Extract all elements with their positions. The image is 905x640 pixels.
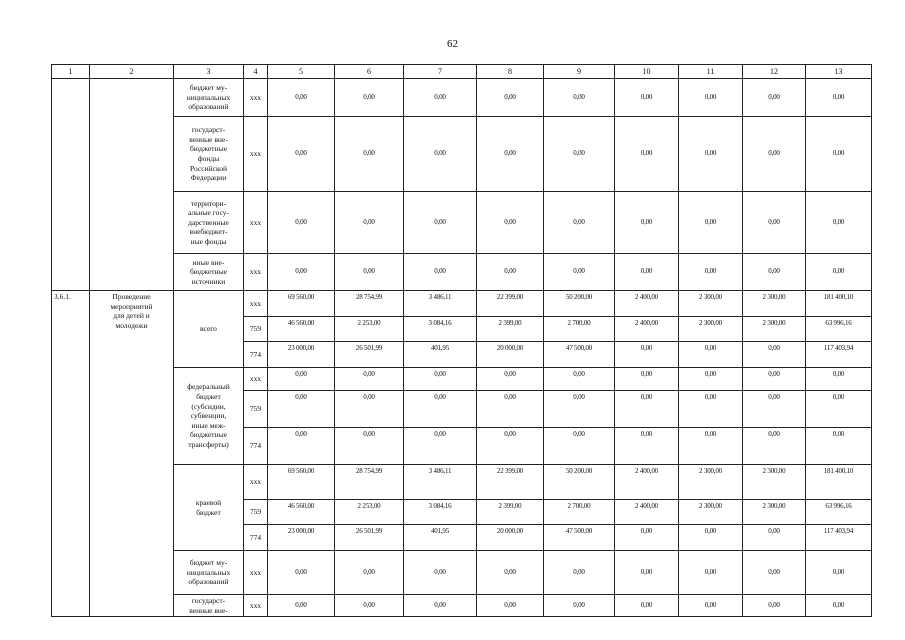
- value-cell: 0,00: [477, 595, 544, 617]
- value-cell: 181 400,10: [806, 465, 872, 500]
- column-header: 8: [477, 65, 544, 79]
- value-cell: 0,00: [544, 254, 615, 291]
- value-cell: 2 399,00: [477, 500, 544, 525]
- value-cell: 0,00: [806, 79, 872, 117]
- value-cell: 63 996,16: [806, 500, 872, 525]
- value-cell: 0,00: [404, 254, 477, 291]
- value-cell: 0,00: [404, 551, 477, 595]
- value-cell: 0,00: [404, 192, 477, 254]
- column-header: 10: [615, 65, 679, 79]
- item-code-cell: 3.6.1.: [52, 291, 90, 617]
- column-header: 9: [544, 65, 615, 79]
- value-cell: 2 253,00: [335, 500, 404, 525]
- value-cell: 0,00: [806, 368, 872, 391]
- value-cell: 0,00: [404, 391, 477, 428]
- budget-code-cell: ххх: [244, 368, 268, 391]
- value-cell: 23 000,00: [268, 342, 335, 368]
- value-cell: 0,00: [404, 428, 477, 465]
- table-row: [52, 192, 872, 254]
- value-cell: 0,00: [615, 368, 679, 391]
- value-cell: 2 400,00: [615, 500, 679, 525]
- value-cell: 0,00: [544, 368, 615, 391]
- value-cell: 0,00: [743, 391, 806, 428]
- value-cell: 0,00: [268, 391, 335, 428]
- page-number: 62: [447, 38, 458, 50]
- value-cell: 0,00: [743, 551, 806, 595]
- value-cell: 0,00: [335, 79, 404, 117]
- value-cell: 20 000,00: [477, 525, 544, 551]
- value-cell: 0,00: [679, 79, 743, 117]
- value-cell: 0,00: [404, 79, 477, 117]
- value-cell: 2 400,00: [615, 291, 679, 317]
- value-cell: 2 300,00: [679, 291, 743, 317]
- value-cell: 0,00: [268, 254, 335, 291]
- column-header: 11: [679, 65, 743, 79]
- value-cell: 0,00: [806, 551, 872, 595]
- funding-source-cell: бюджет му- ниципальных образований: [174, 79, 244, 117]
- budget-code-cell: ххх: [244, 291, 268, 317]
- value-cell: 2 300,00: [679, 465, 743, 500]
- value-cell: 0,00: [615, 391, 679, 428]
- value-cell: 0,00: [743, 192, 806, 254]
- value-cell: 0,00: [335, 117, 404, 192]
- budget-code-cell: 774: [244, 428, 268, 465]
- column-header: 7: [404, 65, 477, 79]
- funding-source-cell: бюджет му- ниципальных образований: [174, 551, 244, 595]
- value-cell: 0,00: [806, 254, 872, 291]
- value-cell: 0,00: [477, 551, 544, 595]
- value-cell: 0,00: [806, 391, 872, 428]
- funding-source-cell: краевой бюджет: [174, 465, 244, 551]
- value-cell: 0,00: [268, 595, 335, 617]
- value-cell: 28 754,99: [335, 291, 404, 317]
- value-cell: 0,00: [615, 254, 679, 291]
- value-cell: 0,00: [615, 342, 679, 368]
- value-cell: 2 300,00: [743, 500, 806, 525]
- value-cell: 117 403,94: [806, 342, 872, 368]
- budget-code-cell: 774: [244, 342, 268, 368]
- value-cell: 0,00: [544, 595, 615, 617]
- value-cell: 0,00: [743, 79, 806, 117]
- value-cell: 3 084,16: [404, 317, 477, 342]
- value-cell: 0,00: [544, 192, 615, 254]
- value-cell: 0,00: [743, 117, 806, 192]
- value-cell: 2 700,00: [544, 317, 615, 342]
- column-header: 2: [90, 65, 174, 79]
- value-cell: 0,00: [806, 595, 872, 617]
- value-cell: 3 486,11: [404, 291, 477, 317]
- value-cell: 0,00: [743, 254, 806, 291]
- value-cell: 0,00: [743, 525, 806, 551]
- value-cell: 28 754,99: [335, 465, 404, 500]
- table-row: [52, 595, 872, 617]
- funding-source-cell: государст- венные вне-: [174, 595, 244, 617]
- column-header: 13: [806, 65, 872, 79]
- value-cell: 0,00: [335, 254, 404, 291]
- value-cell: 117 403,94: [806, 525, 872, 551]
- value-cell: 0,00: [404, 117, 477, 192]
- value-cell: 0,00: [335, 428, 404, 465]
- value-cell: 0,00: [679, 391, 743, 428]
- budget-code-cell: 759: [244, 391, 268, 428]
- value-cell: 2 300,00: [679, 317, 743, 342]
- value-cell: 401,95: [404, 525, 477, 551]
- column-header: 6: [335, 65, 404, 79]
- value-cell: 0,00: [268, 117, 335, 192]
- value-cell: 3 084,16: [404, 500, 477, 525]
- budget-table: [51, 64, 872, 617]
- budget-code-cell: ххх: [244, 192, 268, 254]
- budget-code-cell: 759: [244, 317, 268, 342]
- table-row: [52, 254, 872, 291]
- value-cell: 0,00: [743, 595, 806, 617]
- budget-code-cell: 774: [244, 525, 268, 551]
- budget-code-cell: ххх: [244, 79, 268, 117]
- value-cell: 50 200,00: [544, 291, 615, 317]
- column-header: 5: [268, 65, 335, 79]
- funding-source-cell: всего: [174, 291, 244, 368]
- value-cell: 22 399,00: [477, 291, 544, 317]
- value-cell: 0,00: [806, 117, 872, 192]
- value-cell: 0,00: [477, 391, 544, 428]
- table-row: [52, 79, 872, 117]
- value-cell: 0,00: [679, 117, 743, 192]
- budget-code-cell: ххх: [244, 254, 268, 291]
- value-cell: 0,00: [404, 368, 477, 391]
- value-cell: 0,00: [268, 368, 335, 391]
- value-cell: 0,00: [679, 368, 743, 391]
- value-cell: 2 400,00: [615, 465, 679, 500]
- value-cell: 0,00: [743, 342, 806, 368]
- value-cell: 401,95: [404, 342, 477, 368]
- value-cell: 2 700,00: [544, 500, 615, 525]
- value-cell: 0,00: [679, 254, 743, 291]
- value-cell: 2 399,00: [477, 317, 544, 342]
- value-cell: 22 399,00: [477, 465, 544, 500]
- value-cell: 0,00: [404, 595, 477, 617]
- item-code-cell: [52, 79, 90, 291]
- value-cell: 47 500,00: [544, 342, 615, 368]
- table-row: [52, 291, 872, 317]
- value-cell: 0,00: [268, 192, 335, 254]
- budget-code-cell: ххх: [244, 551, 268, 595]
- value-cell: 0,00: [806, 428, 872, 465]
- value-cell: 0,00: [477, 254, 544, 291]
- value-cell: 0,00: [544, 79, 615, 117]
- value-cell: 0,00: [335, 595, 404, 617]
- value-cell: 0,00: [268, 551, 335, 595]
- value-cell: 0,00: [268, 79, 335, 117]
- value-cell: 0,00: [477, 368, 544, 391]
- table-row: [52, 368, 872, 391]
- value-cell: 2 400,00: [615, 317, 679, 342]
- value-cell: 0,00: [679, 192, 743, 254]
- column-header: 3: [174, 65, 244, 79]
- value-cell: 3 486,11: [404, 465, 477, 500]
- funding-source-cell: государст- венные вне- бюджетные фонды Российской Федерации: [174, 117, 244, 192]
- funding-source-cell: иные вне- бюджетные источники: [174, 254, 244, 291]
- value-cell: 20 000,00: [477, 342, 544, 368]
- column-header: 1: [52, 65, 90, 79]
- budget-code-cell: ххх: [244, 595, 268, 617]
- value-cell: 0,00: [679, 595, 743, 617]
- value-cell: 0,00: [806, 192, 872, 254]
- value-cell: 0,00: [615, 525, 679, 551]
- value-cell: 181 400,10: [806, 291, 872, 317]
- value-cell: 23 000,00: [268, 525, 335, 551]
- table-row: [52, 117, 872, 192]
- value-cell: 0,00: [268, 428, 335, 465]
- value-cell: 0,00: [477, 117, 544, 192]
- value-cell: 0,00: [615, 117, 679, 192]
- value-cell: 69 560,00: [268, 291, 335, 317]
- value-cell: 0,00: [335, 551, 404, 595]
- column-header: 4: [244, 65, 268, 79]
- value-cell: 0,00: [335, 192, 404, 254]
- value-cell: 0,00: [477, 428, 544, 465]
- value-cell: 0,00: [615, 192, 679, 254]
- value-cell: 0,00: [679, 525, 743, 551]
- value-cell: 0,00: [679, 551, 743, 595]
- table-row: [52, 551, 872, 595]
- value-cell: 46 560,00: [268, 500, 335, 525]
- value-cell: 2 300,00: [743, 465, 806, 500]
- budget-code-cell: 759: [244, 500, 268, 525]
- funding-source-cell: территори- альные госу- дарственные внебюджет- ные фонды: [174, 192, 244, 254]
- budget-code-cell: ххх: [244, 117, 268, 192]
- value-cell: 0,00: [544, 117, 615, 192]
- value-cell: 0,00: [477, 192, 544, 254]
- value-cell: 46 560,00: [268, 317, 335, 342]
- value-cell: 0,00: [544, 551, 615, 595]
- value-cell: 0,00: [743, 368, 806, 391]
- funding-source-cell: федеральный бюджет (субсидии, субвенции, иные меж- бюджетные трансферты): [174, 368, 244, 465]
- item-name-cell: Проведение мероприятий для детей и молодежи: [90, 291, 174, 617]
- value-cell: 47 500,00: [544, 525, 615, 551]
- value-cell: 0,00: [615, 79, 679, 117]
- value-cell: 0,00: [615, 428, 679, 465]
- value-cell: 63 996,16: [806, 317, 872, 342]
- value-cell: 2 300,00: [743, 317, 806, 342]
- value-cell: 0,00: [335, 368, 404, 391]
- value-cell: 0,00: [335, 391, 404, 428]
- budget-code-cell: ххх: [244, 465, 268, 500]
- table-row: [52, 465, 872, 500]
- value-cell: 50 200,00: [544, 465, 615, 500]
- value-cell: 69 560,00: [268, 465, 335, 500]
- value-cell: 26 501,99: [335, 525, 404, 551]
- value-cell: 2 300,00: [743, 291, 806, 317]
- value-cell: 0,00: [477, 79, 544, 117]
- value-cell: 2 253,00: [335, 317, 404, 342]
- value-cell: 0,00: [544, 391, 615, 428]
- item-name-cell: [90, 79, 174, 291]
- value-cell: 0,00: [544, 428, 615, 465]
- value-cell: 0,00: [615, 595, 679, 617]
- value-cell: 2 300,00: [679, 500, 743, 525]
- header-row: [52, 65, 872, 79]
- column-header: 12: [743, 65, 806, 79]
- value-cell: 0,00: [679, 342, 743, 368]
- value-cell: 0,00: [679, 428, 743, 465]
- value-cell: 0,00: [743, 428, 806, 465]
- value-cell: 26 501,99: [335, 342, 404, 368]
- value-cell: 0,00: [615, 551, 679, 595]
